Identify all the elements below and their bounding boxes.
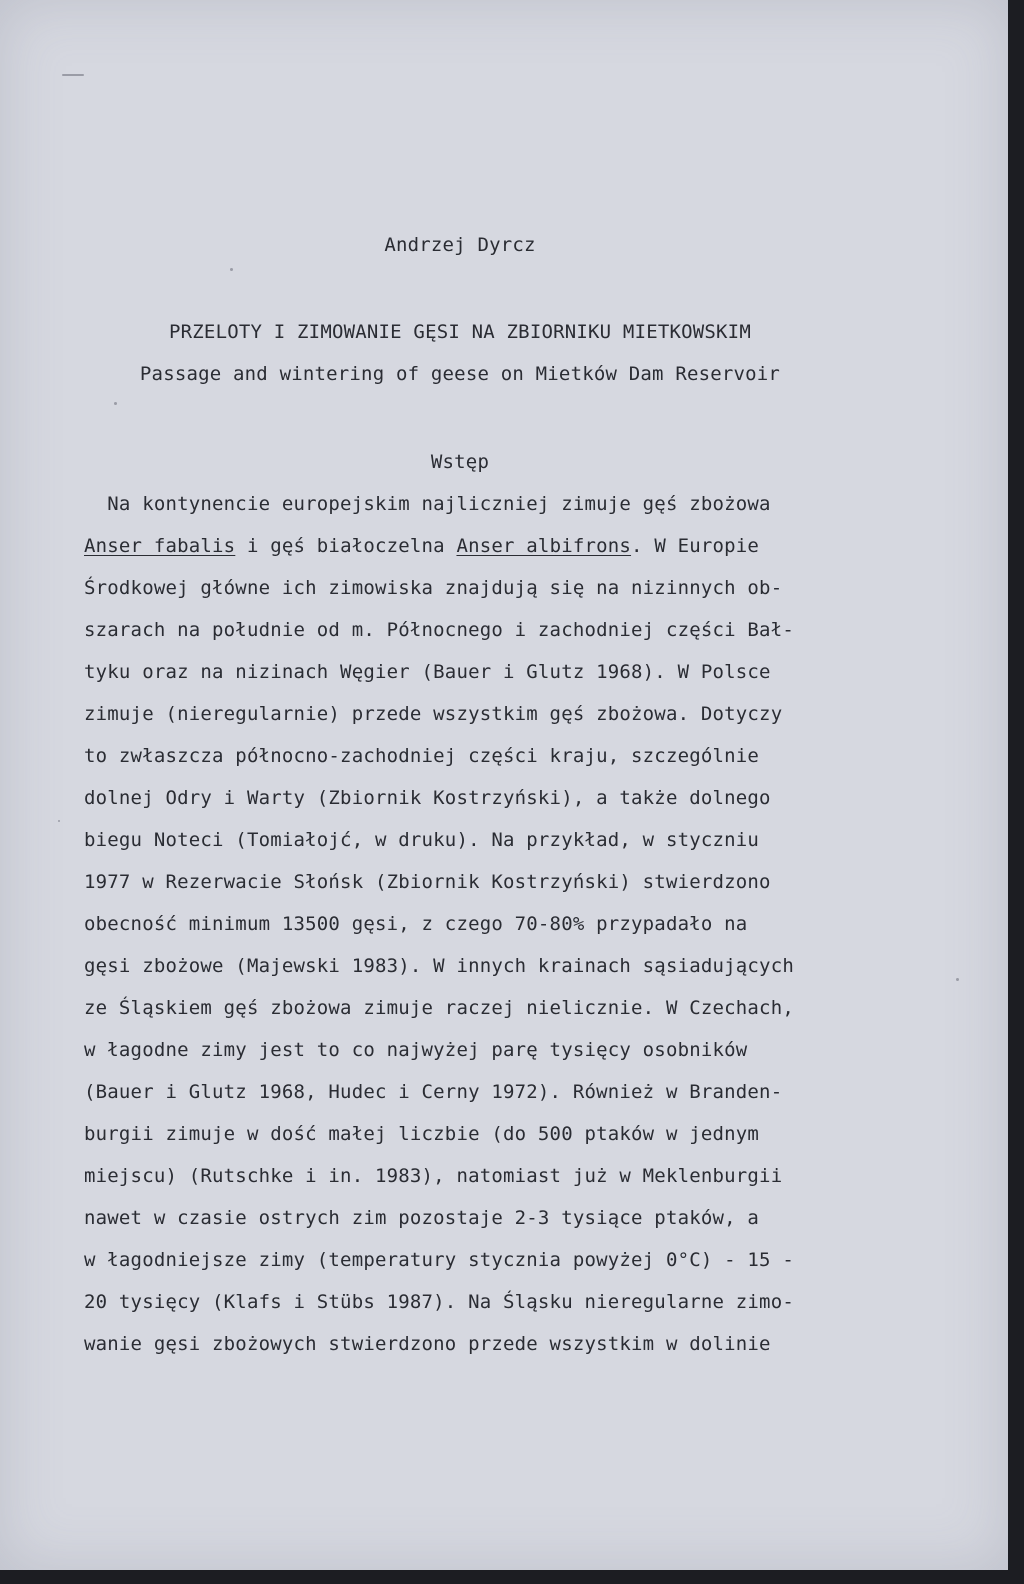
body-line: dolnej Odry i Warty (Zbiornik Kostrzyński), a także dolnego [84,787,771,809]
body-line: ze Śląskiem gęś zbożowa zimuje raczej nielicznie. W Czechach, [84,997,794,1019]
body-line: 20 tysięcy (Klafs i Stübs 1987). Na Śląsku nieregularne zimo- [84,1291,794,1313]
body-line-species [84,534,759,558]
body-line: w łagodniejsze zimy (temperatury stycznia powyżej 0°C) - 15 - [84,1249,794,1271]
paper-speck [114,402,117,405]
body-line: obecność minimum 13500 gęsi, z czego 70-80% przypadało na [84,913,748,935]
title-english: Passage and wintering of geese on Mietków Dam Reservoir [139,363,781,385]
paper-speck [230,268,233,271]
species-name: Anser albifrons [456,535,632,557]
body-line: (Bauer i Glutz 1968, Hudec i Cerny 1972). Również w Branden- [84,1081,783,1103]
body-text: . W Europie [631,535,760,557]
body-line: tyku oraz na nizinach Węgier (Bauer i Glutz 1968). W Polsce [84,661,771,683]
body-line: 1977 w Rezerwacie Słońsk (Zbiornik Kostrzyński) stwierdzono [84,871,771,893]
body-line: Na kontynencie europejskim najliczniej zimuje gęś zbożowa [84,493,771,515]
body-line: to zwłaszcza północno-zachodniej części kraju, szczególnie [84,745,760,767]
body-line: biegu Noteci (Tomiałojć, w druku). Na przykład, w styczniu [84,829,760,851]
title-polish: PRZELOTY I ZIMOWANIE GĘSI NA ZBIORNIKU MIETKOWSKIM [169,321,751,343]
body-line: burgii zimuje w dość małej liczbie (do 500 ptaków w jednym [84,1123,760,1145]
section-heading: Wstęp [430,451,490,473]
body-text: i gęś białoczelna [235,535,457,557]
body-line: miejscu) (Rutschke i in. 1983), natomiast już w Meklenburgii [84,1165,783,1187]
body-line: w łagodne zimy jest to co najwyżej parę tysięcy osobników [84,1039,748,1061]
paper-mark [62,74,84,76]
body-line: szarach na południe od m. Północnego i zachodniej części Bał- [84,619,794,641]
body-line: wanie gęsi zbożowych stwierdzono przede wszystkim w dolinie [84,1333,771,1355]
paper-speck [58,820,60,822]
body-line: Środkowej główne ich zimowiska znajdują się na nizinnych ob- [84,577,783,599]
author-name: Andrzej Dyrcz [384,234,536,256]
body-line: nawet w czasie ostrych zim pozostaje 2-3 tysiące ptaków, a [84,1207,760,1229]
body-line: zimuje (nieregularnie) przede wszystkim gęś zbożowa. Dotyczy [84,703,783,725]
paper-speck [956,978,959,981]
body-line: gęsi zbożowe (Majewski 1983). W innych krainach sąsiadujących [84,955,794,977]
species-name: Anser fabalis [84,535,236,557]
